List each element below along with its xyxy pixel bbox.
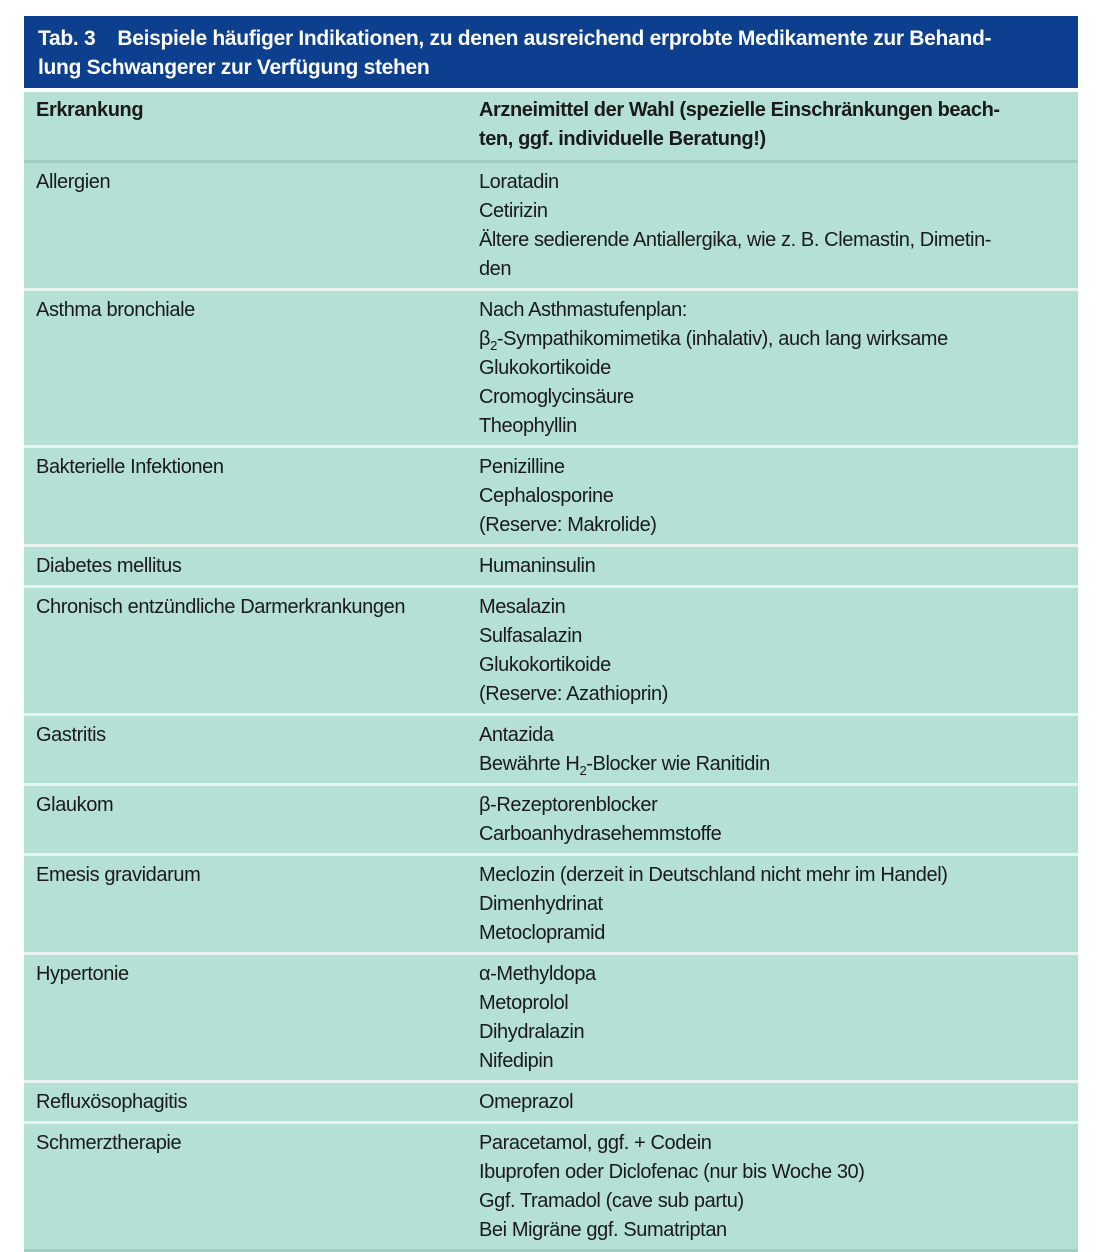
drug-item: (Reserve: Azathioprin) bbox=[478, 683, 669, 705]
drug-item: Omeprazol bbox=[478, 1091, 574, 1113]
disease-cell: Chronisch entzündliche Darmerkrankungen bbox=[36, 596, 406, 618]
table-row bbox=[24, 447, 1078, 546]
drug-item: $\beta_2$-Sympathikomimetika (inhalativ), auch lang wirksame bbox=[478, 328, 948, 353]
drugs-cell bbox=[467, 546, 1078, 587]
drugs-cell bbox=[467, 855, 1078, 954]
drug-item: Dimenhydrinat bbox=[478, 893, 603, 915]
table-row bbox=[24, 290, 1078, 447]
drug-item: den bbox=[478, 258, 512, 280]
drug-item: Metoclopramid bbox=[478, 922, 605, 944]
drug-item: Nifedipin bbox=[478, 1050, 554, 1072]
table-row bbox=[24, 546, 1078, 587]
drugs-cell bbox=[467, 1123, 1078, 1251]
drug-item: Glukokortikoide bbox=[478, 654, 611, 676]
table-row bbox=[24, 1123, 1078, 1251]
drugs-cell bbox=[467, 954, 1078, 1082]
table-caption bbox=[24, 16, 1078, 88]
drug-item: (Reserve: Makrolide) bbox=[478, 514, 657, 536]
drug-item: Glukokortikoide bbox=[478, 357, 611, 379]
drug-item: Cromoglycinsäure bbox=[478, 386, 634, 408]
drug-item: Ibuprofen oder Diclofenac (nur bis Woche 30) bbox=[478, 1161, 865, 1183]
drug-item: Dihydralazin bbox=[478, 1021, 585, 1043]
medication-table-figure bbox=[24, 16, 1078, 1252]
table-row bbox=[24, 715, 1078, 785]
disease-cell: Emesis gravidarum bbox=[36, 864, 201, 886]
disease-cell: Schmerztherapie bbox=[36, 1132, 182, 1154]
drug-item: Bewährte $H_2$-Blocker wie Ranitidin bbox=[478, 753, 770, 778]
table-row bbox=[24, 855, 1078, 954]
table-row bbox=[24, 785, 1078, 855]
table-header-row bbox=[24, 92, 1078, 162]
drug-item: Ggf. Tramadol (cave sub partu) bbox=[478, 1190, 744, 1212]
caption-title-line-2: lung Schwangerer zur Verfügung stehen bbox=[38, 56, 430, 79]
disease-cell: Hypertonie bbox=[36, 963, 129, 985]
drug-item: Antazida bbox=[478, 724, 554, 746]
drug-item: Cephalosporine bbox=[478, 485, 614, 507]
drug-item: Ältere sedierende Antiallergika, wie z. B. Clemastin, Dimetin- bbox=[478, 229, 992, 251]
header-drugs-line-2: ten, ggf. individuelle Beratung!) bbox=[478, 128, 766, 150]
disease-cell: Bakterielle Infektionen bbox=[36, 456, 224, 478]
table-row bbox=[24, 162, 1078, 290]
drugs-cell bbox=[467, 1082, 1078, 1123]
caption-title-line-1: Beispiele häufiger Indikationen, zu denen ausreichend erprobte Medikamente zur Behand- bbox=[117, 27, 992, 50]
table-row bbox=[24, 1082, 1078, 1123]
drug-item: α-Methyldopa bbox=[478, 963, 596, 985]
drug-item: Paracetamol, ggf. + Codein bbox=[478, 1132, 712, 1154]
drug-item: Humaninsulin bbox=[478, 555, 596, 577]
drug-item: Theophyllin bbox=[478, 415, 577, 437]
disease-cell: Refluxösophagitis bbox=[36, 1091, 188, 1113]
table-number: Tab. 3 bbox=[38, 27, 96, 50]
table-body bbox=[24, 162, 1078, 1251]
drug-item: Carboanhydrasehemmstoffe bbox=[478, 823, 722, 845]
table-row bbox=[24, 587, 1078, 715]
disease-cell: Asthma bronchiale bbox=[36, 299, 195, 321]
table-row bbox=[24, 954, 1078, 1082]
drugs-cell bbox=[467, 715, 1078, 785]
drugs-cell bbox=[467, 290, 1078, 447]
drug-item: Nach Asthmastufenplan: bbox=[478, 299, 687, 321]
drugs-cell bbox=[467, 447, 1078, 546]
drug-item: β-Rezeptorenblocker bbox=[478, 794, 658, 816]
drugs-cell bbox=[467, 162, 1078, 290]
drug-item: Penizilline bbox=[478, 456, 565, 478]
drugs-cell bbox=[467, 785, 1078, 855]
drug-item: Meclozin (derzeit in Deutschland nicht mehr im Handel) bbox=[478, 864, 948, 886]
disease-cell: Glaukom bbox=[36, 794, 114, 816]
drug-item: Bei Migräne ggf. Sumatriptan bbox=[478, 1219, 727, 1241]
drugs-cell bbox=[467, 587, 1078, 715]
disease-cell: Diabetes mellitus bbox=[36, 555, 182, 577]
header-drugs-line-1: Arzneimittel der Wahl (spezielle Einschränkungen beach- bbox=[478, 99, 1000, 121]
drug-item: Mesalazin bbox=[478, 596, 566, 618]
disease-cell: Gastritis bbox=[36, 724, 106, 746]
header-drugs bbox=[467, 92, 1078, 162]
drug-item: Metoprolol bbox=[478, 992, 569, 1014]
caption-line-1 bbox=[38, 24, 1064, 53]
drug-item: Sulfasalazin bbox=[478, 625, 582, 647]
header-disease: Erkrankung bbox=[36, 99, 144, 121]
indication-table bbox=[24, 92, 1078, 1252]
drug-item: Cetirizin bbox=[478, 200, 548, 222]
disease-cell: Allergien bbox=[36, 171, 111, 193]
drug-item: Loratadin bbox=[478, 171, 559, 193]
